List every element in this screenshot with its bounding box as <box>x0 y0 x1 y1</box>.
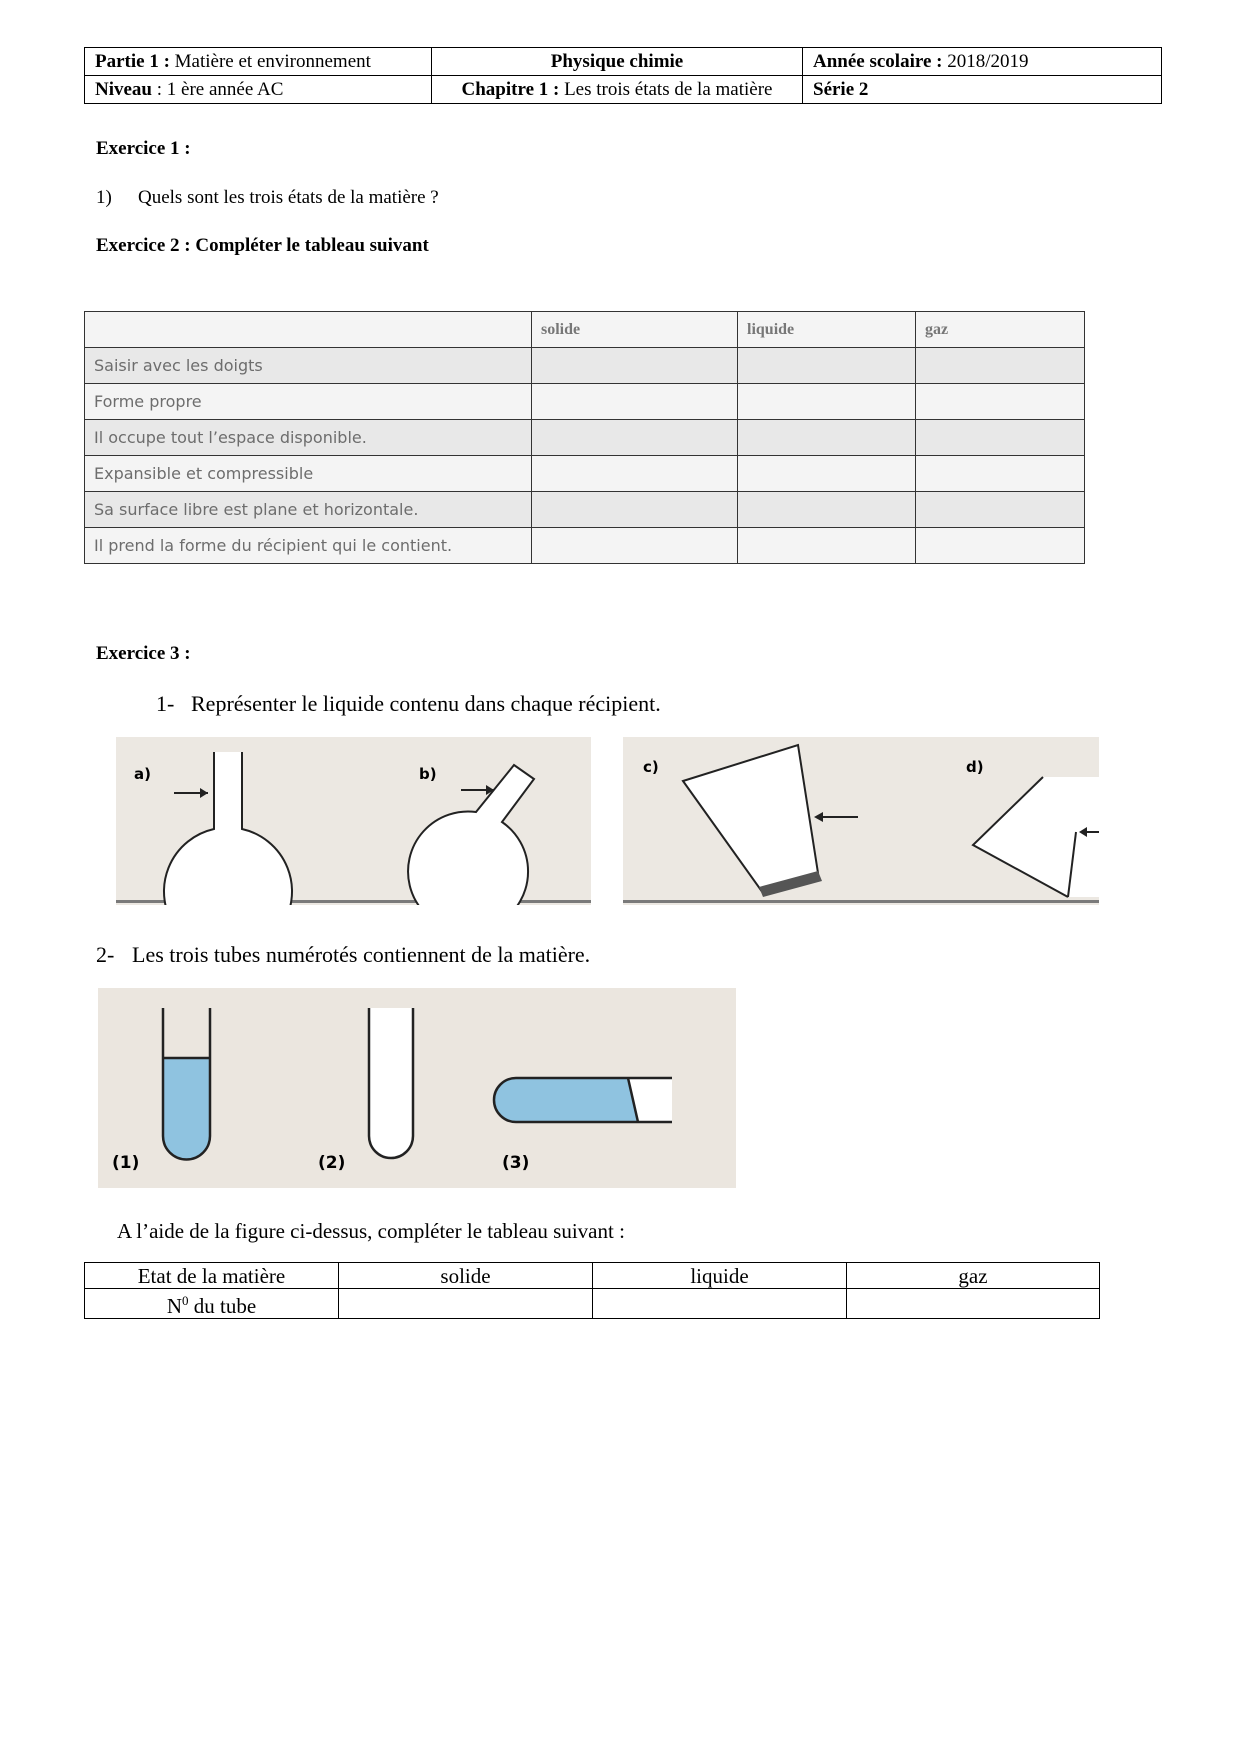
ex1-q1-number: 1) <box>96 187 112 208</box>
ex2-table <box>84 311 1085 564</box>
ex3-table <box>84 1262 1100 1319</box>
table-row <box>85 528 1085 564</box>
ex2-header-row <box>85 312 1085 348</box>
chapitre-value: Les trois états de la matière <box>559 78 773 100</box>
containers-cd-figure <box>623 737 1099 905</box>
answer-cell[interactable] <box>916 384 1085 420</box>
chapitre-cell <box>432 76 803 104</box>
answer-cell[interactable] <box>532 528 738 564</box>
table-row <box>85 384 1085 420</box>
answer-cell[interactable] <box>532 348 738 384</box>
ex2-col-liquide: liquide <box>738 312 916 348</box>
answer-cell[interactable] <box>916 420 1085 456</box>
ex3-title: Exercice 3 : <box>96 643 191 664</box>
answer-cell[interactable] <box>738 384 916 420</box>
tube-1-label: (1) <box>112 1153 140 1173</box>
ex2-col-gaz: gaz <box>916 312 1085 348</box>
ex2-row-label: Il occupe tout l’espace disponible. <box>85 420 532 456</box>
table-row <box>85 492 1085 528</box>
header-table <box>84 47 1162 104</box>
niveau-value: : 1 ère année AC <box>152 78 284 100</box>
answer-cell[interactable] <box>738 492 916 528</box>
ex1-q1-text: Quels sont les trois états de la matière ? <box>138 187 439 208</box>
answer-cell[interactable] <box>738 420 916 456</box>
annee-cell <box>803 48 1162 76</box>
annee-label: Année scolaire : <box>813 50 943 72</box>
label-a: a) <box>134 765 151 783</box>
serie-cell: Série 2 <box>803 76 1162 104</box>
ex2-row-label: Expansible et compressible <box>85 456 532 492</box>
header-row-1 <box>85 48 1162 76</box>
ex3-q1-number: 1- <box>156 691 175 716</box>
answer-cell[interactable] <box>916 492 1085 528</box>
ex3-col-gaz: gaz <box>847 1263 1100 1289</box>
ex3-answer-row <box>85 1289 1100 1319</box>
ex2-corner-cell <box>85 312 532 348</box>
tube-2-icon <box>369 1008 413 1158</box>
label-b: b) <box>419 765 437 783</box>
tube-number-suffix: du tube <box>188 1294 257 1318</box>
answer-cell[interactable] <box>532 492 738 528</box>
ex3-q2-text: Les trois tubes numérotés contiennent de la matière. <box>132 942 591 967</box>
answer-cell[interactable] <box>593 1289 847 1319</box>
answer-cell[interactable] <box>532 420 738 456</box>
tube-3-label: (3) <box>502 1153 530 1173</box>
tube-number-prefix: N <box>166 1294 182 1318</box>
partie-value: Matière et environnement <box>169 50 371 72</box>
answer-cell[interactable] <box>916 456 1085 492</box>
answer-cell[interactable] <box>532 384 738 420</box>
tube-number-sup: 0 <box>182 1293 189 1308</box>
ex3-col-solide: solide <box>339 1263 593 1289</box>
ex3-col-liquide: liquide <box>593 1263 847 1289</box>
ex2-row-label: Il prend la forme du récipient qui le contient. <box>85 528 532 564</box>
answer-cell[interactable] <box>847 1289 1100 1319</box>
niveau-label: Niveau <box>95 78 152 100</box>
ex3-header-row <box>85 1263 1100 1289</box>
answer-cell[interactable] <box>738 348 916 384</box>
tubes-figure <box>98 988 736 1188</box>
answer-cell[interactable] <box>738 456 916 492</box>
ex2-row-label: Saisir avec les doigts <box>85 348 532 384</box>
answer-cell[interactable] <box>916 348 1085 384</box>
answer-cell[interactable] <box>339 1289 593 1319</box>
table-row <box>85 348 1085 384</box>
ex2-row-label: Sa surface libre est plane et horizontale. <box>85 492 532 528</box>
ex2-title: Exercice 2 : Compléter le tableau suivant <box>96 235 429 256</box>
table-row <box>85 456 1085 492</box>
header-row-2 <box>85 76 1162 104</box>
subject-cell: Physique chimie <box>432 48 803 76</box>
annee-value: 2018/2019 <box>942 50 1029 72</box>
tube-3-icon <box>494 1078 672 1122</box>
label-d: d) <box>966 758 984 776</box>
answer-cell[interactable] <box>916 528 1085 564</box>
ex1-title: Exercice 1 : <box>96 138 191 159</box>
answer-cell[interactable] <box>532 456 738 492</box>
ex3-instruction: A l’aide de la figure ci-dessus, compléter le tableau suivant : <box>117 1219 625 1243</box>
label-c: c) <box>643 758 659 776</box>
ex2-row-label: Forme propre <box>85 384 532 420</box>
tube-2-label: (2) <box>318 1153 346 1173</box>
ex3-row-header: Etat de la matière <box>85 1263 339 1289</box>
flasks-ab-figure <box>116 737 591 905</box>
partie-cell <box>85 48 432 76</box>
ex3-q1-text: Représenter le liquide contenu dans chaque récipient. <box>191 691 661 716</box>
answer-cell[interactable] <box>738 528 916 564</box>
niveau-cell <box>85 76 432 104</box>
ex2-col-solide: solide <box>532 312 738 348</box>
ex3-tube-number-label <box>85 1289 339 1319</box>
partie-label: Partie 1 : <box>95 50 170 72</box>
chapitre-label: Chapitre 1 : <box>461 78 560 100</box>
ex3-q2-number: 2- <box>96 942 115 967</box>
table-row <box>85 420 1085 456</box>
